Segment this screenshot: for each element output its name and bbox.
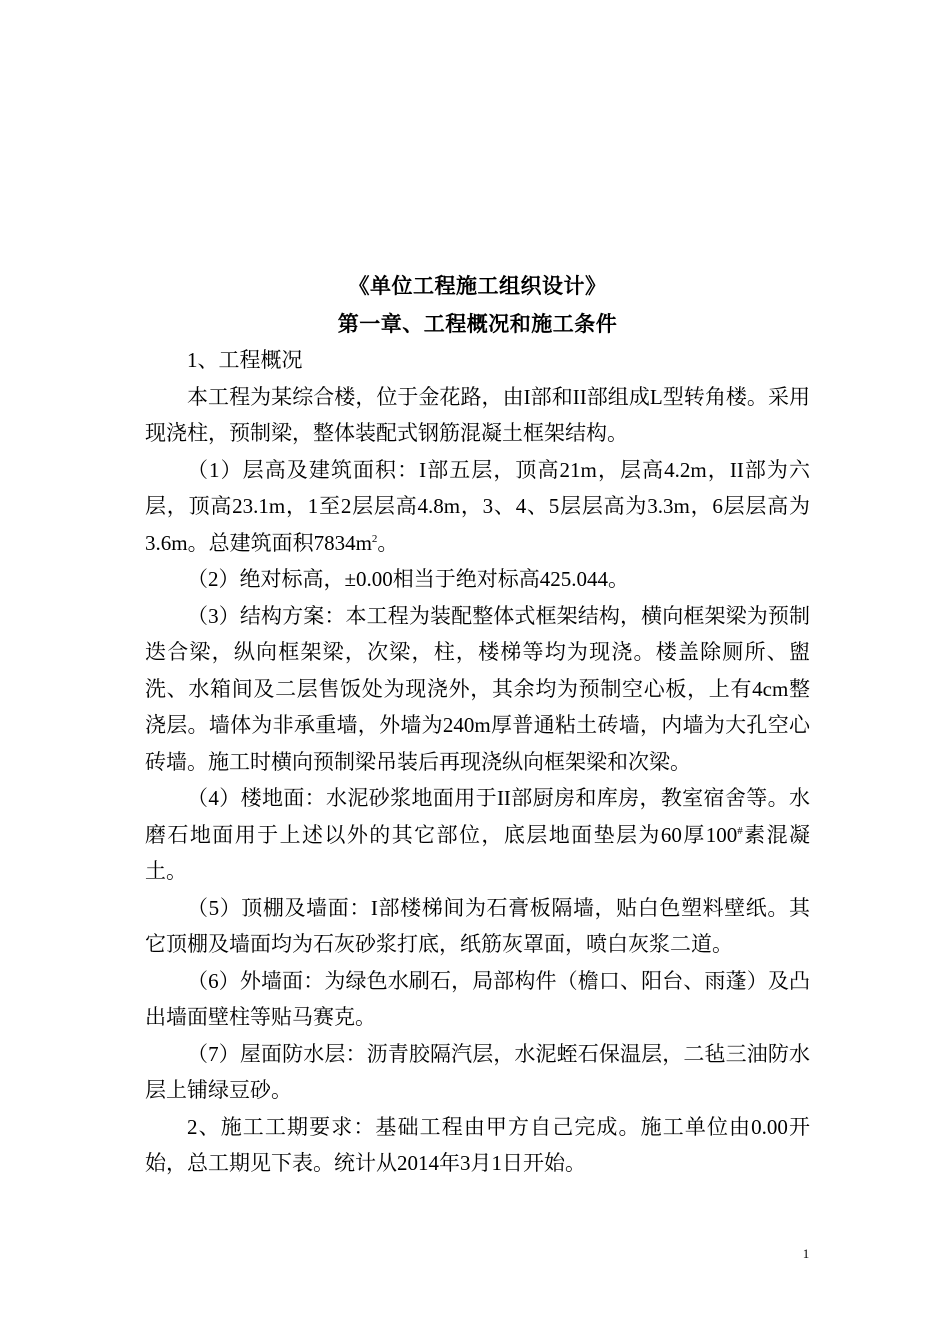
- paragraph-intro: 本工程为某综合楼，位于金花路，由I部和II部组成L型转角楼。采用现浇柱，预制梁，整体装配式钢筋混凝土框架结构。: [145, 384, 810, 445]
- paragraph-absolute-elevation: （2）绝对标高，±0.00相当于绝对标高425.044。: [187, 567, 630, 591]
- chapter-title: 第一章、工程概况和施工条件: [337, 312, 618, 336]
- paragraph-roof-waterproofing: （7）屋面防水层：沥青胶隔汽层，水泥蛭石保温层，二毡三油防水层上铺绿豆砂。: [145, 1041, 810, 1102]
- document-title: 《单位工程施工组织设计》: [348, 274, 607, 298]
- paragraph-floors-end: 素混凝土。: [145, 822, 811, 883]
- superscript-square: 2: [371, 532, 378, 545]
- paragraph-floor-height-area-end: 。: [377, 530, 399, 555]
- page-number: 1: [802, 1246, 810, 1261]
- paragraph-floors: [145, 780, 810, 890]
- paragraph-structure-scheme: （3）结构方案：本工程为装配整体式框架结构，横向框架梁为预制迭合梁，纵向框架梁，次梁，柱，楼梯等均为现浇。楼盖除厕所、盥洗、水箱间及二层售饭处为现浇外，其余均为预制空心板，上有4cm整浇层。墙体为非承重墙，外墙为240m厚普通粘土砖墙，内墙为大孔空心砖墙。施工时横向预制梁吊装后再现浇纵向框架梁和次梁。: [145, 603, 810, 774]
- section-2-schedule: 2、施工工期要求：基础工程由甲方自己完成。施工单位由0.00开始，总工期见下表。统计从2014年3月1日开始。: [145, 1114, 810, 1175]
- superscript-hash: #: [737, 824, 743, 837]
- paragraph-floor-height-area-text: （1）层高及建筑面积：I部五层，顶高21m，层高4.2m，II部为六层，顶高23.1m，1至2层层高4.8m，3、4、5层层高为3.3m，6层层高为3.6m。总建筑面积7834m: [145, 457, 810, 555]
- paragraph-floors-text: （4）楼地面：水泥砂浆地面用于II部厨房和库房，教室宿舍等。水磨石地面用于上述以外的其它部位，底层地面垫层为60厚100: [145, 786, 810, 847]
- document-body: [145, 268, 810, 1182]
- paragraph-exterior-walls: （6）外墙面：为绿色水刷石，局部构件（檐口、阳台、雨蓬）及凸出墙面壁柱等贴马赛克。: [145, 968, 810, 1029]
- paragraph-floor-height-area: [145, 452, 810, 562]
- paragraph-ceiling-walls: （5）顶棚及墙面：I部楼梯间为石膏板隔墙，贴白色塑料壁纸。其它顶棚及墙面均为石灰砂浆打底，纸筋灰罩面，喷白灰浆二道。: [145, 895, 810, 956]
- section-1-heading: 1、工程概况: [187, 348, 303, 372]
